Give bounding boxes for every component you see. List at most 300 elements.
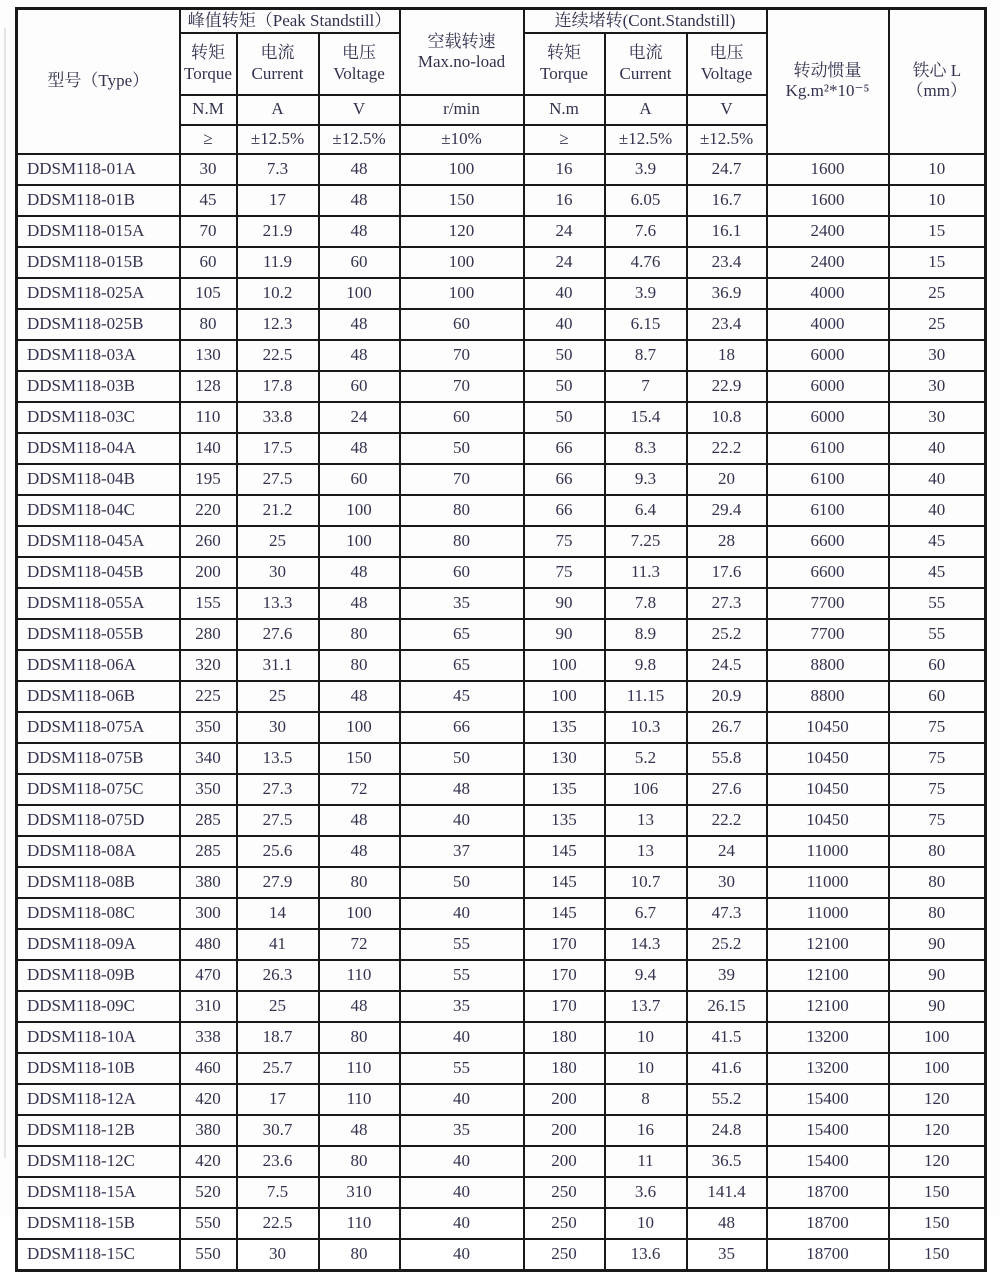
value-cell: 11.3 <box>605 557 687 588</box>
model-type-cell: DDSM118-04C <box>17 495 180 526</box>
value-cell: 220 <box>180 495 237 526</box>
value-cell: 60 <box>319 247 400 278</box>
value-cell: 80 <box>319 619 400 650</box>
value-cell: 60 <box>889 681 986 712</box>
value-cell: 16 <box>524 185 605 216</box>
value-cell: 11.15 <box>605 681 687 712</box>
value-cell: 21.9 <box>237 216 319 247</box>
value-cell: 40 <box>400 1239 524 1271</box>
value-cell: 110 <box>319 1084 400 1115</box>
table-row <box>17 774 986 805</box>
value-cell: 9.3 <box>605 464 687 495</box>
value-cell: 285 <box>180 805 237 836</box>
value-cell: 26.15 <box>687 991 767 1022</box>
table-row <box>17 495 986 526</box>
value-cell: 3.6 <box>605 1177 687 1208</box>
value-cell: 120 <box>889 1084 986 1115</box>
value-cell: 420 <box>180 1146 237 1177</box>
value-cell: 6.4 <box>605 495 687 526</box>
value-cell: 72 <box>319 929 400 960</box>
value-cell: 6600 <box>767 526 889 557</box>
model-type-cell: DDSM118-045A <box>17 526 180 557</box>
value-cell: 13.3 <box>237 588 319 619</box>
header-peak-torque <box>180 33 237 95</box>
model-type-cell: DDSM118-08A <box>17 836 180 867</box>
value-cell: 130 <box>180 340 237 371</box>
value-cell: 72 <box>319 774 400 805</box>
value-cell: 22.5 <box>237 340 319 371</box>
value-cell: 40 <box>400 1208 524 1239</box>
table-row <box>17 1115 986 1146</box>
value-cell: 75 <box>524 557 605 588</box>
value-cell: 60 <box>889 650 986 681</box>
value-cell: 55.2 <box>687 1084 767 1115</box>
model-type-cell: DDSM118-12B <box>17 1115 180 1146</box>
header-cont-group: 连续堵转(Cont.Standstill) <box>524 9 767 33</box>
value-cell: 17.5 <box>237 433 319 464</box>
value-cell: 130 <box>524 743 605 774</box>
value-cell: 14.3 <box>605 929 687 960</box>
value-cell: 80 <box>319 867 400 898</box>
model-type-cell: DDSM118-10A <box>17 1022 180 1053</box>
value-cell: 48 <box>319 588 400 619</box>
table-row <box>17 836 986 867</box>
value-cell: 60 <box>400 402 524 433</box>
value-cell: 40 <box>400 1146 524 1177</box>
model-type-cell: DDSM118-01B <box>17 185 180 216</box>
value-cell: 145 <box>524 836 605 867</box>
value-cell: 80 <box>319 1022 400 1053</box>
value-cell: 50 <box>524 402 605 433</box>
value-cell: 31.1 <box>237 650 319 681</box>
value-cell: 1600 <box>767 185 889 216</box>
value-cell: 25 <box>237 991 319 1022</box>
value-cell: 90 <box>524 619 605 650</box>
value-cell: 100 <box>319 495 400 526</box>
value-cell: 18.7 <box>237 1022 319 1053</box>
value-cell: 6600 <box>767 557 889 588</box>
value-cell: 310 <box>180 991 237 1022</box>
value-cell: 45 <box>889 526 986 557</box>
value-cell: 12100 <box>767 929 889 960</box>
value-cell: 140 <box>180 433 237 464</box>
value-cell: 6100 <box>767 433 889 464</box>
value-cell: 100 <box>319 526 400 557</box>
table-row <box>17 898 986 929</box>
value-cell: 40 <box>400 805 524 836</box>
model-type-cell: DDSM118-075A <box>17 712 180 743</box>
value-cell: 55 <box>400 1053 524 1084</box>
value-cell: 135 <box>524 774 605 805</box>
value-cell: 7.25 <box>605 526 687 557</box>
value-cell: 100 <box>524 681 605 712</box>
value-cell: 24 <box>319 402 400 433</box>
value-cell: 320 <box>180 650 237 681</box>
table-row <box>17 1084 986 1115</box>
value-cell: 7.5 <box>237 1177 319 1208</box>
model-type-cell: DDSM118-025A <box>17 278 180 309</box>
value-cell: 29.4 <box>687 495 767 526</box>
value-cell: 24 <box>524 216 605 247</box>
value-cell: 48 <box>319 340 400 371</box>
header-core-cn: 铁心 L <box>912 61 962 81</box>
value-cell: 27.3 <box>237 774 319 805</box>
value-cell: 17.6 <box>687 557 767 588</box>
table-row <box>17 371 986 402</box>
value-cell: 141.4 <box>687 1177 767 1208</box>
value-cell: 170 <box>524 991 605 1022</box>
value-cell: 30 <box>180 154 237 185</box>
value-cell: 65 <box>400 650 524 681</box>
value-cell: 225 <box>180 681 237 712</box>
value-cell: 5.2 <box>605 743 687 774</box>
value-cell: 170 <box>524 960 605 991</box>
value-cell: 22.2 <box>687 805 767 836</box>
value-cell: 120 <box>889 1115 986 1146</box>
header-peak-current <box>237 33 319 95</box>
value-cell: 60 <box>319 371 400 402</box>
model-type-cell: DDSM118-045B <box>17 557 180 588</box>
value-cell: 17 <box>237 185 319 216</box>
value-cell: 22.2 <box>687 433 767 464</box>
model-type-cell: DDSM118-06A <box>17 650 180 681</box>
value-cell: 10 <box>605 1053 687 1084</box>
value-cell: 7.6 <box>605 216 687 247</box>
table-row <box>17 588 986 619</box>
value-cell: 24.8 <box>687 1115 767 1146</box>
value-cell: 250 <box>524 1177 605 1208</box>
value-cell: 4000 <box>767 278 889 309</box>
table-row <box>17 185 986 216</box>
value-cell: 10.7 <box>605 867 687 898</box>
table-row <box>17 340 986 371</box>
value-cell: 100 <box>319 712 400 743</box>
value-cell: 106 <box>605 774 687 805</box>
value-cell: 6000 <box>767 402 889 433</box>
table-row <box>17 619 986 650</box>
value-cell: 80 <box>180 309 237 340</box>
model-type-cell: DDSM118-075B <box>17 743 180 774</box>
table-row <box>17 154 986 185</box>
value-cell: 10 <box>605 1208 687 1239</box>
value-cell: 110 <box>319 1053 400 1084</box>
value-cell: 75 <box>889 712 986 743</box>
value-cell: 30 <box>687 867 767 898</box>
value-cell: 100 <box>400 154 524 185</box>
tolerance-cont-current: ±12.5% <box>605 125 687 154</box>
value-cell: 80 <box>400 495 524 526</box>
value-cell: 27.6 <box>687 774 767 805</box>
value-cell: 35 <box>687 1239 767 1271</box>
model-type-cell: DDSM118-055B <box>17 619 180 650</box>
value-cell: 60 <box>180 247 237 278</box>
value-cell: 75 <box>524 526 605 557</box>
value-cell: 16 <box>605 1115 687 1146</box>
value-cell: 25.6 <box>237 836 319 867</box>
value-cell: 100 <box>400 247 524 278</box>
value-cell: 135 <box>524 805 605 836</box>
value-cell: 17.8 <box>237 371 319 402</box>
model-type-cell: DDSM118-12A <box>17 1084 180 1115</box>
model-type-cell: DDSM118-15A <box>17 1177 180 1208</box>
value-cell: 340 <box>180 743 237 774</box>
value-cell: 10450 <box>767 805 889 836</box>
value-cell: 18700 <box>767 1239 889 1271</box>
value-cell: 12100 <box>767 960 889 991</box>
value-cell: 10.8 <box>687 402 767 433</box>
value-cell: 48 <box>319 216 400 247</box>
value-cell: 55 <box>889 619 986 650</box>
value-cell: 45 <box>400 681 524 712</box>
value-cell: 30.7 <box>237 1115 319 1146</box>
value-cell: 15.4 <box>605 402 687 433</box>
value-cell: 48 <box>319 991 400 1022</box>
value-cell: 18700 <box>767 1177 889 1208</box>
value-cell: 7.3 <box>237 154 319 185</box>
value-cell: 90 <box>889 960 986 991</box>
value-cell: 41.5 <box>687 1022 767 1053</box>
model-type-cell: DDSM118-075C <box>17 774 180 805</box>
table-row <box>17 433 986 464</box>
cont-current-cn: 电流 <box>628 43 663 63</box>
value-cell: 8.9 <box>605 619 687 650</box>
value-cell: 200 <box>180 557 237 588</box>
unit-peak-torque: N.M <box>180 95 237 125</box>
value-cell: 15400 <box>767 1084 889 1115</box>
value-cell: 30 <box>237 557 319 588</box>
value-cell: 30 <box>237 1239 319 1271</box>
table-row <box>17 1177 986 1208</box>
value-cell: 13200 <box>767 1053 889 1084</box>
peak-voltage-cn: 电压 <box>342 43 376 63</box>
value-cell: 75 <box>889 774 986 805</box>
table-row <box>17 247 986 278</box>
value-cell: 25 <box>889 309 986 340</box>
value-cell: 10.3 <box>605 712 687 743</box>
value-cell: 66 <box>524 433 605 464</box>
tolerance-speed: ±10% <box>400 125 524 154</box>
value-cell: 25 <box>237 526 319 557</box>
value-cell: 100 <box>319 898 400 929</box>
value-cell: 50 <box>524 340 605 371</box>
value-cell: 48 <box>319 557 400 588</box>
value-cell: 50 <box>524 371 605 402</box>
tolerance-peak-voltage: ±12.5% <box>319 125 400 154</box>
value-cell: 70 <box>400 371 524 402</box>
peak-torque-en: Torque <box>184 63 232 83</box>
value-cell: 470 <box>180 960 237 991</box>
tolerance-peak-torque: ≥ <box>180 125 237 154</box>
value-cell: 80 <box>319 1146 400 1177</box>
model-type-cell: DDSM118-03B <box>17 371 180 402</box>
motor-spec-table <box>15 7 987 1272</box>
value-cell: 30 <box>889 402 986 433</box>
value-cell: 60 <box>319 464 400 495</box>
value-cell: 48 <box>319 836 400 867</box>
value-cell: 120 <box>889 1146 986 1177</box>
value-cell: 48 <box>319 433 400 464</box>
value-cell: 47.3 <box>687 898 767 929</box>
value-cell: 250 <box>524 1208 605 1239</box>
value-cell: 24 <box>524 247 605 278</box>
header-inertia-cn: 转动惯量 <box>793 61 862 81</box>
value-cell: 27.9 <box>237 867 319 898</box>
value-cell: 14 <box>237 898 319 929</box>
table-row <box>17 216 986 247</box>
value-cell: 48 <box>687 1208 767 1239</box>
value-cell: 145 <box>524 867 605 898</box>
value-cell: 1600 <box>767 154 889 185</box>
value-cell: 40 <box>889 464 986 495</box>
table-body <box>17 154 986 1271</box>
value-cell: 150 <box>319 743 400 774</box>
value-cell: 4.76 <box>605 247 687 278</box>
value-cell: 40 <box>524 278 605 309</box>
value-cell: 90 <box>524 588 605 619</box>
cont-voltage-en: Voltage <box>700 63 753 83</box>
value-cell: 6000 <box>767 340 889 371</box>
value-cell: 48 <box>319 805 400 836</box>
value-cell: 12100 <box>767 991 889 1022</box>
value-cell: 10 <box>889 185 986 216</box>
value-cell: 90 <box>889 991 986 1022</box>
value-cell: 135 <box>524 712 605 743</box>
value-cell: 15 <box>889 247 986 278</box>
table-row <box>17 1208 986 1239</box>
value-cell: 75 <box>889 743 986 774</box>
table-row <box>17 402 986 433</box>
header-noload-group <box>400 9 524 95</box>
value-cell: 10 <box>605 1022 687 1053</box>
value-cell: 550 <box>180 1208 237 1239</box>
value-cell: 48 <box>319 1115 400 1146</box>
table-row <box>17 867 986 898</box>
value-cell: 3.9 <box>605 278 687 309</box>
value-cell: 70 <box>400 464 524 495</box>
value-cell: 48 <box>400 774 524 805</box>
unit-cont-torque: N.m <box>524 95 605 125</box>
value-cell: 66 <box>524 464 605 495</box>
scan-artifact-line <box>4 28 6 1158</box>
value-cell: 100 <box>319 278 400 309</box>
value-cell: 15 <box>889 216 986 247</box>
value-cell: 300 <box>180 898 237 929</box>
model-type-cell: DDSM118-10B <box>17 1053 180 1084</box>
value-cell: 6000 <box>767 371 889 402</box>
value-cell: 350 <box>180 712 237 743</box>
value-cell: 37 <box>400 836 524 867</box>
value-cell: 27.5 <box>237 805 319 836</box>
unit-peak-voltage: V <box>319 95 400 125</box>
model-type-cell: DDSM118-12C <box>17 1146 180 1177</box>
header-core-length <box>889 9 986 154</box>
value-cell: 28 <box>687 526 767 557</box>
value-cell: 11000 <box>767 898 889 929</box>
header-core-unit: （mm） <box>906 81 967 101</box>
value-cell: 40 <box>524 309 605 340</box>
model-type-cell: DDSM118-09B <box>17 960 180 991</box>
table-row <box>17 991 986 1022</box>
value-cell: 100 <box>524 650 605 681</box>
value-cell: 110 <box>319 960 400 991</box>
value-cell: 2400 <box>767 247 889 278</box>
value-cell: 41.6 <box>687 1053 767 1084</box>
value-cell: 15400 <box>767 1115 889 1146</box>
header-inertia <box>767 9 889 154</box>
value-cell: 39 <box>687 960 767 991</box>
model-type-cell: DDSM118-015B <box>17 247 180 278</box>
value-cell: 3.9 <box>605 154 687 185</box>
value-cell: 9.4 <box>605 960 687 991</box>
value-cell: 12.3 <box>237 309 319 340</box>
value-cell: 8.7 <box>605 340 687 371</box>
value-cell: 23.6 <box>237 1146 319 1177</box>
value-cell: 100 <box>889 1022 986 1053</box>
value-cell: 16.1 <box>687 216 767 247</box>
value-cell: 60 <box>400 309 524 340</box>
value-cell: 33.8 <box>237 402 319 433</box>
table-header <box>17 9 986 154</box>
value-cell: 9.8 <box>605 650 687 681</box>
value-cell: 27.5 <box>237 464 319 495</box>
value-cell: 90 <box>889 929 986 960</box>
value-cell: 20 <box>687 464 767 495</box>
value-cell: 55 <box>889 588 986 619</box>
value-cell: 105 <box>180 278 237 309</box>
header-cont-current <box>605 33 687 95</box>
table-row <box>17 1239 986 1271</box>
header-peak-group: 峰值转矩（Peak Standstill） <box>180 9 400 33</box>
value-cell: 520 <box>180 1177 237 1208</box>
tolerance-peak-current: ±12.5% <box>237 125 319 154</box>
value-cell: 250 <box>524 1239 605 1271</box>
value-cell: 13.7 <box>605 991 687 1022</box>
value-cell: 65 <box>400 619 524 650</box>
peak-torque-cn: 转矩 <box>191 43 225 63</box>
unit-cont-voltage: V <box>687 95 767 125</box>
value-cell: 195 <box>180 464 237 495</box>
model-type-cell: DDSM118-075D <box>17 805 180 836</box>
value-cell: 40 <box>889 495 986 526</box>
value-cell: 22.9 <box>687 371 767 402</box>
value-cell: 40 <box>400 1084 524 1115</box>
value-cell: 20.9 <box>687 681 767 712</box>
value-cell: 50 <box>400 743 524 774</box>
table-row <box>17 681 986 712</box>
value-cell: 66 <box>524 495 605 526</box>
value-cell: 40 <box>889 433 986 464</box>
value-cell: 45 <box>180 185 237 216</box>
value-cell: 100 <box>889 1053 986 1084</box>
value-cell: 35 <box>400 1115 524 1146</box>
value-cell: 80 <box>319 650 400 681</box>
value-cell: 2400 <box>767 216 889 247</box>
value-cell: 13200 <box>767 1022 889 1053</box>
model-type-cell: DDSM118-15C <box>17 1239 180 1271</box>
value-cell: 180 <box>524 1022 605 1053</box>
value-cell: 27.3 <box>687 588 767 619</box>
peak-current-cn: 电流 <box>260 43 295 63</box>
value-cell: 48 <box>319 309 400 340</box>
value-cell: 11 <box>605 1146 687 1177</box>
value-cell: 35 <box>400 991 524 1022</box>
model-type-cell: DDSM118-04B <box>17 464 180 495</box>
value-cell: 80 <box>889 867 986 898</box>
value-cell: 6.05 <box>605 185 687 216</box>
value-cell: 10 <box>889 154 986 185</box>
value-cell: 40 <box>400 898 524 929</box>
value-cell: 120 <box>400 216 524 247</box>
